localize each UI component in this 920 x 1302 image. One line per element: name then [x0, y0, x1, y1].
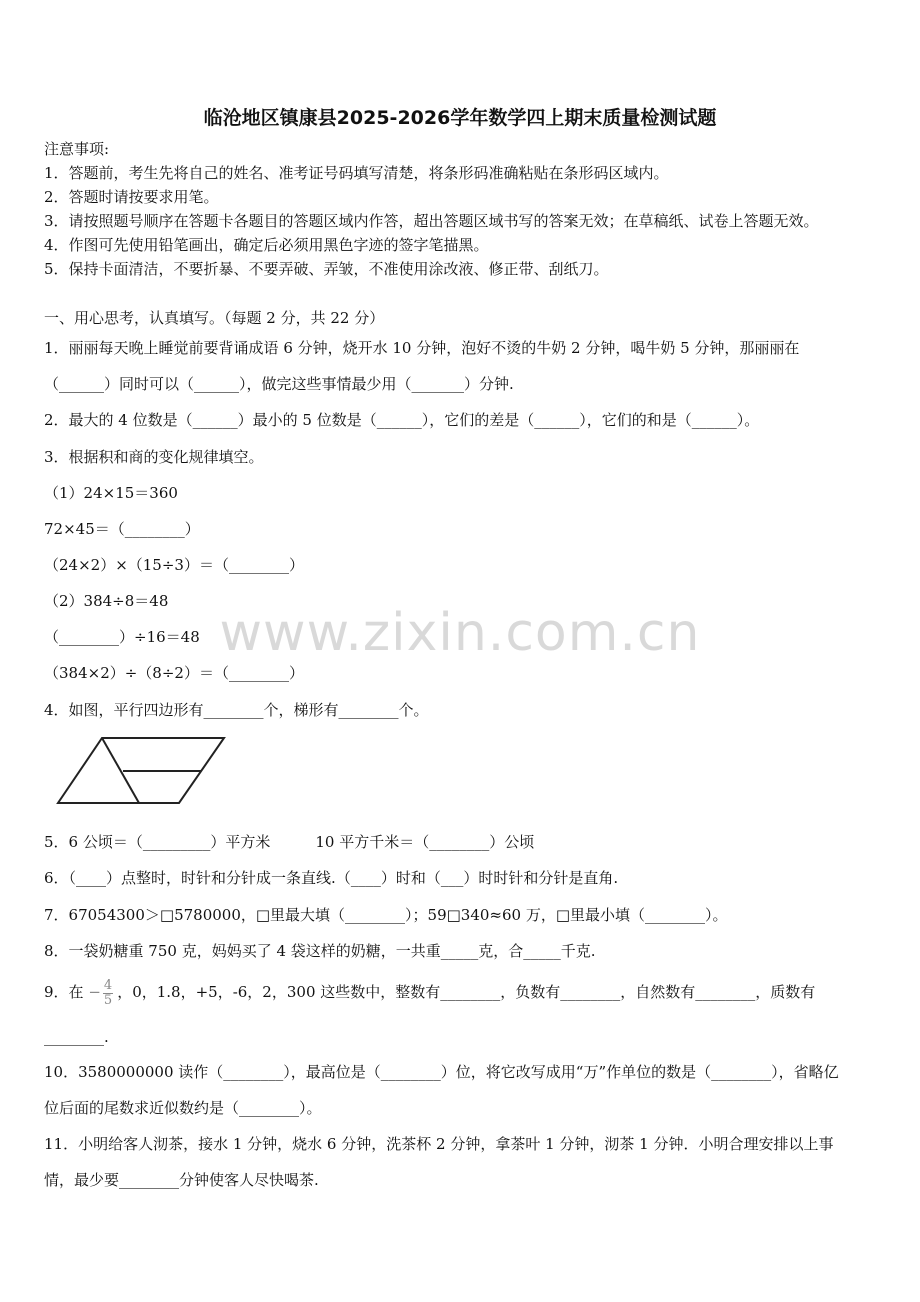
question-3-item: （________）÷16＝48: [44, 628, 200, 646]
parallelogram-figure: [54, 735, 229, 807]
question-2: 2．最大的 4 位数是（______）最小的 5 位数是（______），它们的差是（______），它们的和是（______）。: [44, 411, 760, 429]
note-item: 4．作图可先使用铅笔画出，确定后必须用黑色字迹的签字笔描黑。: [44, 236, 489, 254]
question-9-text: ，0，1.8，+5，-6，2，300 这些数中，整数有________，负数有________，自然数有________，质数有: [117, 983, 816, 1001]
fraction-denominator: 5: [103, 992, 113, 1008]
question-3-item: 72×45＝（________）: [44, 520, 200, 538]
question-3-item: （384×2）÷（8÷2）＝（________）: [44, 664, 304, 682]
question-10-cont: 位后面的尾数求近似数约是（________）。: [44, 1099, 322, 1117]
question-10: 10．3580000000 读作（________），最高位是（________）位，将它改写成用“万”作单位的数是（________），省略亿: [44, 1063, 839, 1081]
question-1-cont: （______）同时可以（______），做完这些事情最少用（_______）分钟.: [44, 375, 514, 393]
question-9-cont: ________.: [44, 1028, 109, 1046]
fraction-numerator: 4: [103, 977, 113, 993]
question-3-item: （24×2）×（15÷3）＝（________）: [44, 556, 304, 574]
notes-heading: 注意事项:: [44, 140, 110, 158]
fraction: [103, 979, 113, 1008]
question-6: 6．（____）点整时，时针和分针成一条直线.（____）时和（___）时时针和分针是直角.: [44, 869, 619, 887]
note-item: 3．请按照题号顺序在答题卡各题目的答题区域内作答，超出答题区域书写的答案无效；在草稿纸、试卷上答题无效。: [44, 212, 819, 230]
question-1: 1．丽丽每天晚上睡觉前要背诵成语 6 分钟，烧开水 10 分钟，泡好不烫的牛奶 2 分钟，喝牛奶 5 分钟，那丽丽在: [44, 339, 800, 357]
question-3-item: （1）24×15＝360: [44, 484, 178, 502]
question-3-item: （2）384÷8＝48: [44, 592, 169, 610]
watermark: www.zixin.com.cn: [219, 603, 701, 663]
question-5: 5．6 公顷＝（_________）平方米 10 平方千米＝（________）公顷: [44, 833, 535, 851]
question-4: 4．如图，平行四边形有________个，梯形有________个。: [44, 701, 429, 719]
minus-sign: −: [88, 983, 101, 1001]
note-item: 1．答题前，考生先将自己的姓名、准考证号码填写清楚，将条形码准确粘贴在条形码区域内。: [44, 164, 669, 182]
page-title: 临沧地区镇康县2025-2026学年数学四上期末质量检测试题: [203, 107, 717, 129]
question-11: 11．小明给客人沏茶，接水 1 分钟，烧水 6 分钟，洗茶杯 2 分钟，拿茶叶 1 分钟，沏茶 1 分钟．小明合理安排以上事: [44, 1135, 834, 1153]
section-heading: 一、用心思考，认真填写。（每题 2 分，共 22 分）: [44, 309, 385, 327]
note-item: 2．答题时请按要求用笔。: [44, 188, 219, 206]
question-9-prefix: 9．在: [44, 983, 84, 1001]
question-3: 3．根据积和商的变化规律填空。: [44, 448, 264, 466]
question-11-cont: 情，最少要________分钟使客人尽快喝茶.: [44, 1171, 319, 1189]
question-8: 8．一袋奶糖重 750 克，妈妈买了 4 袋这样的奶糖，一共重_____克，合_____千克.: [44, 942, 596, 960]
question-7: 7．67054300＞□5780000，□里最大填（________）；59□340≈60 万，□里最小填（________）。: [44, 906, 728, 924]
note-item: 5．保持卡面清洁，不要折暴、不要弄破、弄皱，不准使用涂改液、修正带、刮纸刀。: [44, 260, 609, 278]
question-9: [44, 976, 815, 1008]
